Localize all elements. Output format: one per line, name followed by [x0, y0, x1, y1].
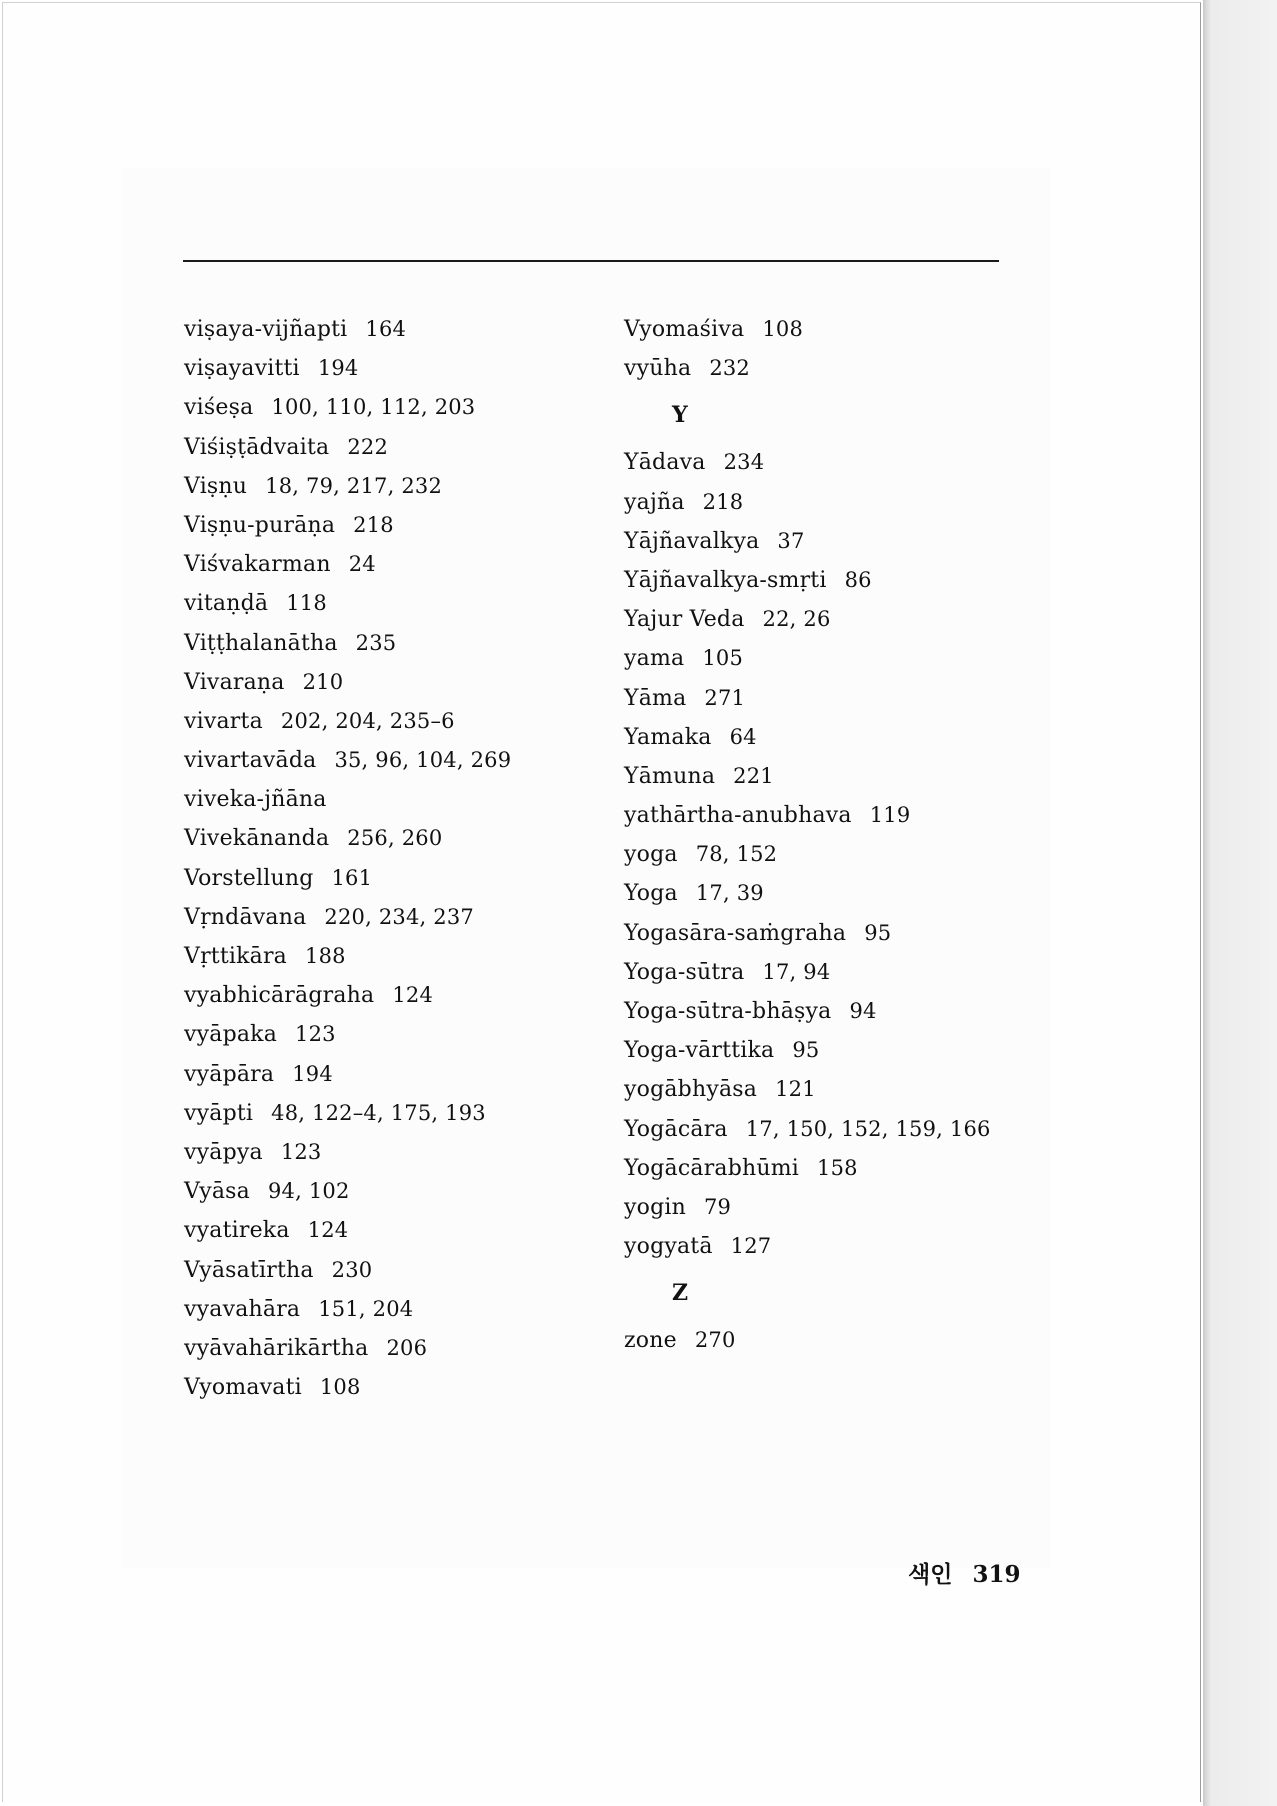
index-term: vyāpya	[184, 1139, 263, 1165]
index-entry	[184, 937, 604, 976]
index-entry	[184, 388, 604, 427]
index-page-refs: 151, 204	[318, 1296, 414, 1321]
index-entry	[624, 1188, 1044, 1227]
letter-heading-y: Y	[672, 402, 688, 429]
index-entry	[184, 898, 604, 937]
index-term: viveka-jñāna	[184, 787, 327, 813]
index-page-refs: 221	[733, 763, 774, 788]
index-term: Yoga-sūtra	[624, 959, 745, 985]
index-page-refs: 161	[331, 865, 373, 890]
index-term: zone	[624, 1328, 677, 1354]
index-entry	[624, 310, 1044, 349]
index-term: Vorstellung	[184, 865, 314, 891]
index-term: Vyomaśiva	[624, 317, 745, 342]
index-page-refs: 194	[317, 356, 359, 381]
index-entry	[184, 780, 604, 819]
index-page-refs: 94, 102	[267, 1179, 350, 1204]
index-page-refs: 124	[392, 983, 434, 1008]
index-page-refs: 95	[864, 920, 892, 945]
index-entry	[624, 639, 1044, 678]
index-term: Yogācārabhūmi	[624, 1155, 800, 1181]
index-term: Vyāsa	[184, 1179, 250, 1205]
index-term: Viśvakarman	[184, 552, 331, 578]
index-term: Yājñavalkya	[624, 528, 760, 554]
index-term: Yogasāra-saṁgraha	[624, 920, 847, 946]
index-entry	[624, 757, 1044, 796]
index-entry	[184, 506, 604, 545]
index-page-refs: 220, 234, 237	[324, 904, 474, 929]
index-term: Vivekānanda	[184, 826, 330, 852]
index-page-refs: 78, 152	[695, 842, 778, 867]
index-entry	[184, 428, 604, 467]
index-term: yogyatā	[624, 1234, 713, 1260]
index-entry	[184, 310, 604, 349]
index-term: Viśiṣṭādvaita	[184, 434, 330, 460]
index-page-refs: 24	[348, 552, 376, 577]
index-entry	[184, 545, 604, 584]
index-page-refs: 218	[702, 489, 744, 514]
index-page-refs: 270	[694, 1328, 736, 1353]
index-page-refs: 271	[704, 685, 746, 710]
index-entry	[624, 443, 1044, 482]
index-entry	[624, 914, 1044, 953]
index-group-v-continued	[624, 310, 1044, 388]
index-page-refs: 235	[355, 630, 397, 655]
index-term: vyāpaka	[184, 1022, 278, 1048]
index-page-refs: 17, 150, 152, 159, 166	[745, 1116, 991, 1141]
index-entry	[184, 467, 604, 506]
index-page-refs: 127	[730, 1234, 772, 1259]
index-page-refs: 230	[331, 1257, 373, 1282]
index-term: Viṣṇu	[184, 473, 248, 499]
index-term: viśeṣa	[184, 395, 254, 421]
index-entry	[624, 561, 1044, 600]
index-entry	[184, 1055, 604, 1094]
index-page-refs: 119	[869, 803, 911, 828]
index-term: Yāma	[624, 685, 687, 711]
index-term: Yājñavalkya-smṛti	[624, 567, 827, 593]
index-term: Yoga	[624, 881, 678, 907]
index-entry	[184, 1251, 604, 1290]
index-page-refs: 158	[817, 1155, 858, 1180]
index-entry	[184, 663, 604, 702]
index-term: vyatireka	[184, 1218, 290, 1244]
index-entry	[624, 796, 1044, 835]
index-page-refs: 206	[386, 1335, 428, 1360]
index-term: Vyāsatīrtha	[184, 1257, 314, 1283]
index-entry	[184, 741, 604, 780]
index-term: vivarta	[184, 708, 263, 734]
index-term: Yamaka	[624, 724, 712, 750]
index-page-refs: 86	[844, 567, 872, 592]
page-number: 319	[972, 1561, 1021, 1588]
index-column-right	[624, 310, 1044, 1361]
index-group-z	[624, 1321, 1044, 1360]
index-entry	[184, 1368, 604, 1407]
index-entry	[184, 349, 604, 388]
index-page-refs: 18, 79, 217, 232	[265, 473, 443, 498]
index-term: yama	[624, 646, 685, 672]
index-page-refs: 256, 260	[347, 826, 443, 851]
index-term: yogin	[624, 1194, 686, 1220]
index-entry	[184, 1133, 604, 1172]
index-column-left	[184, 310, 604, 1407]
index-term: Vyomavati	[184, 1375, 302, 1401]
section-label: 색인	[908, 1561, 953, 1588]
index-page-refs: 124	[307, 1218, 349, 1243]
index-term: vivartavāda	[184, 748, 317, 774]
index-entry	[624, 1227, 1044, 1266]
index-term: vyāpti	[184, 1100, 254, 1126]
index-term: Yajur Veda	[624, 607, 745, 633]
index-group-y	[624, 443, 1044, 1266]
index-term: vyabhicārāgraha	[184, 983, 375, 1009]
index-page-refs: 37	[777, 528, 805, 553]
index-page-refs: 48, 122–4, 175, 193	[271, 1100, 486, 1125]
index-page-refs: 194	[292, 1061, 333, 1086]
index-entry	[624, 522, 1044, 561]
index-page-refs: 188	[305, 944, 346, 968]
index-page-refs: 222	[347, 434, 389, 459]
index-entry	[184, 584, 604, 623]
index-page-refs: 17, 39	[695, 881, 764, 906]
index-page-refs: 79	[703, 1194, 732, 1219]
index-entry	[184, 1290, 604, 1329]
index-term: Vṛttikāra	[184, 944, 288, 969]
index-entry	[624, 874, 1044, 913]
viewer-right-gutter	[1203, 0, 1277, 1806]
index-entry	[184, 976, 604, 1015]
index-page-refs: 35, 96, 104, 269	[334, 748, 512, 773]
index-term: Yoga-sūtra-bhāṣya	[624, 999, 832, 1024]
index-page-refs: 17, 94	[762, 959, 831, 984]
index-entry	[624, 953, 1044, 992]
index-page-refs: 232	[709, 356, 750, 381]
index-page-refs: 210	[302, 669, 344, 694]
index-entry	[624, 835, 1044, 874]
index-entry	[624, 1149, 1044, 1188]
index-term: Viṭṭhalanātha	[184, 630, 338, 656]
index-page-refs: 22, 26	[762, 607, 831, 632]
index-entry	[184, 624, 604, 663]
index-entry	[184, 859, 604, 898]
index-term: viṣayavitti	[184, 356, 300, 382]
index-entry	[624, 992, 1044, 1031]
index-entry	[624, 1070, 1044, 1109]
index-page-refs: 234	[723, 450, 765, 475]
index-term: Vivaraṇa	[184, 669, 285, 695]
index-page-refs: 95	[792, 1038, 820, 1063]
index-page-refs: 123	[295, 1022, 336, 1047]
index-term: Viṣṇu-purāṇa	[184, 512, 336, 538]
page-footer	[908, 1556, 1020, 1589]
index-term: yajña	[624, 489, 685, 515]
index-page-refs: 105	[702, 646, 744, 671]
index-page-refs: 108	[319, 1375, 361, 1400]
index-term: yoga	[624, 842, 678, 868]
index-term: viṣaya-vijñapti	[184, 317, 348, 342]
index-term: yogābhyāsa	[624, 1077, 758, 1103]
index-entry	[184, 819, 604, 858]
index-page-refs: 94	[849, 999, 877, 1023]
index-term: Yogācāra	[624, 1116, 728, 1142]
index-page-refs: 218	[353, 512, 394, 537]
index-page-refs: 123	[280, 1139, 322, 1164]
index-entry	[184, 1094, 604, 1133]
index-entry	[624, 600, 1044, 639]
index-entry	[624, 1031, 1044, 1070]
index-term: vyāvahārikārtha	[184, 1335, 369, 1361]
index-term: vyūha	[624, 356, 692, 382]
index-entry	[624, 349, 1044, 388]
index-entry	[624, 679, 1044, 718]
index-term: Yoga-vārttika	[624, 1038, 775, 1064]
index-term: Yādava	[624, 450, 706, 476]
index-entry	[624, 1110, 1044, 1149]
index-entry	[184, 1015, 604, 1054]
header-rule	[183, 260, 999, 262]
index-entry	[624, 483, 1044, 522]
index-term: vyāpāra	[184, 1061, 275, 1087]
index-page-refs: 100, 110, 112, 203	[271, 395, 476, 420]
index-term: vitaṇḍā	[184, 591, 269, 617]
index-page-refs: 64	[729, 724, 757, 749]
index-entry	[624, 1321, 1044, 1360]
index-term: Vṛndāvana	[184, 904, 307, 930]
index-entry	[184, 702, 604, 741]
index-page-refs: 202, 204, 235–6	[280, 708, 455, 733]
index-entry	[624, 718, 1044, 757]
index-page-refs: 118	[286, 591, 327, 616]
index-page-refs: 121	[775, 1077, 816, 1102]
index-entry	[184, 1211, 604, 1250]
index-term: vyavahāra	[184, 1296, 301, 1322]
index-entry	[184, 1329, 604, 1368]
index-term: yathārtha-anubhava	[624, 803, 852, 829]
index-entry	[184, 1172, 604, 1211]
index-page-refs: 164	[365, 317, 407, 341]
index-term: Yāmuna	[624, 763, 716, 789]
letter-heading-z: Z	[672, 1280, 689, 1307]
index-page-refs: 108	[762, 317, 804, 341]
